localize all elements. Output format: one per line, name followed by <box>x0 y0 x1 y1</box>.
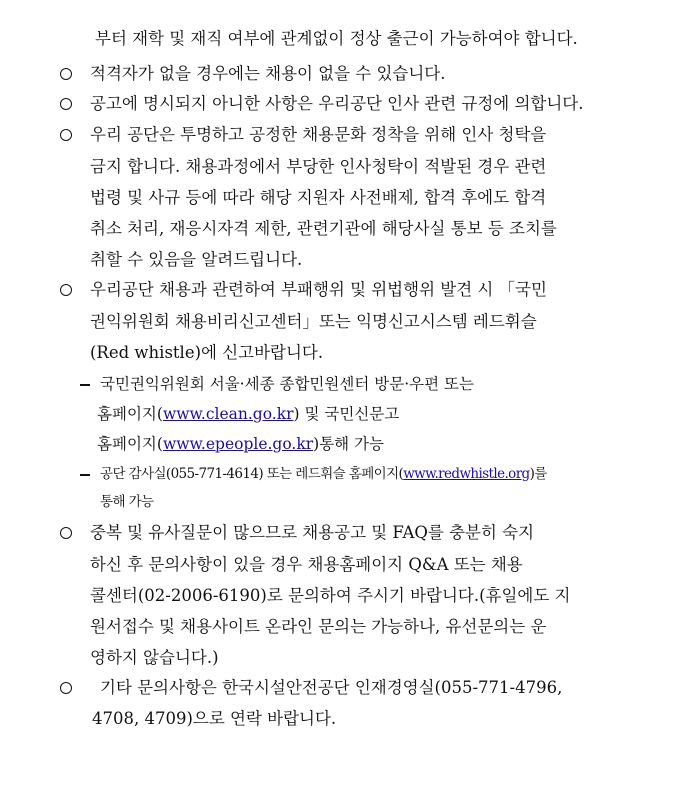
sub-acrc-line: 홈페이지( www.clean.go.kr ) 및 국민신문고 <box>97 405 400 423</box>
circle-bullet-icon <box>60 129 72 141</box>
item-faq-line: 하신 후 문의사항이 있을 경우 채용홈페이지 Q&A 또는 채용 <box>90 555 523 574</box>
sub-acrc-line: 국민권익위원회 서울·세종 종합민원센터 방문·우편 또는 <box>100 375 474 393</box>
item-solicitation-line: 우리 공단은 투명하고 공정한 채용문화 정착을 위해 인사 청탁을 <box>90 125 547 144</box>
item-contact-line: 기타 문의사항은 한국시설안전공단 인재경영실(055-771-4796, <box>100 678 563 697</box>
circle-bullet-icon <box>60 527 72 539</box>
sub-acrc-text: )통해 가능 <box>313 435 385 453</box>
item-report-line: 우리공단 채용과 관련하여 부패행위 및 위법행위 발견 시 「국민 <box>90 280 547 299</box>
clean-go-kr-link[interactable]: www.clean.go.kr <box>162 405 294 423</box>
sub-acrc-line: 홈페이지( www.epeople.go.kr )통해 가능 <box>97 435 385 453</box>
circle-bullet-icon <box>60 682 72 694</box>
item-faq-line: 원서접수 및 채용사이트 온라인 문의는 가능하나, 유선문의는 운 <box>90 617 547 636</box>
circle-bullet-icon <box>60 98 72 110</box>
item-faq-line: 영하지 않습니다.) <box>90 648 219 667</box>
item-no-candidate: 적격자가 없을 경우에는 채용이 없을 수 있습니다. <box>90 64 446 83</box>
redwhistle-org-link[interactable]: www.redwhistle.org <box>403 466 530 482</box>
item-faq-line: 콜센터(02-2006-6190)로 문의하여 주시기 바랍니다.(휴일에도 지 <box>90 586 571 605</box>
item-report-line: 권익위원회 채용비리신고센터」또는 익명신고시스템 레드휘슬 <box>90 312 537 331</box>
circle-bullet-icon <box>60 284 72 296</box>
circle-bullet-icon <box>60 68 72 80</box>
dash-bullet-icon <box>80 384 90 386</box>
item-faq-line: 중복 및 유사질문이 많으므로 채용공고 및 FAQ를 충분히 숙지 <box>90 523 535 542</box>
intro-line: 부터 재학 및 재직 여부에 관계없이 정상 출근이 가능하여야 합니다. <box>95 29 578 48</box>
item-report-line: (Red whistle)에 신고바랍니다. <box>90 343 324 362</box>
item-solicitation-line: 취할 수 있음을 알려드립니다. <box>90 250 303 269</box>
item-contact-line: 4708, 4709)으로 연락 바랍니다. <box>92 709 337 728</box>
item-regulation: 공고에 명시되지 아니한 사항은 우리공단 인사 관련 규정에 의합니다. <box>90 94 584 113</box>
item-solicitation-line: 법령 및 사규 등에 따라 해당 지원자 사전배제, 합격 후에도 합격 <box>90 188 547 207</box>
sub-audit-line: 공단 감사실(055-771-4614) 또는 레드휘슬 홈페이지( www.redwhistle.org )를 <box>100 463 547 485</box>
item-solicitation-line: 금지 합니다. 채용과정에서 부당한 인사청탁이 적발된 경우 관련 <box>90 157 547 176</box>
sub-audit-line: 통해 가능 <box>100 494 154 510</box>
epeople-go-kr-link[interactable]: www.epeople.go.kr <box>162 435 314 453</box>
dash-bullet-icon <box>80 474 90 476</box>
item-solicitation-line: 취소 처리, 재응시자격 제한, 관련기관에 해당사실 통보 등 조치를 <box>90 219 557 238</box>
